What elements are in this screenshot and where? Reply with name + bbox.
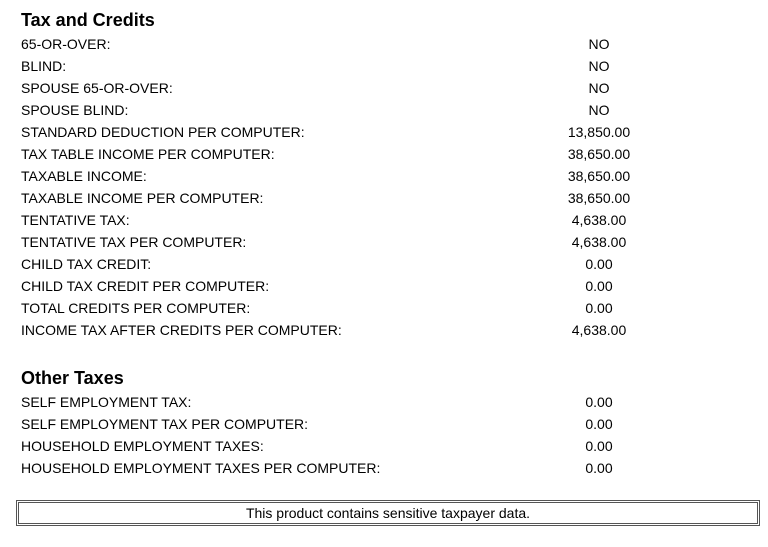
row-value: 0.00 xyxy=(585,438,613,454)
row-tentative-tax-per-computer xyxy=(21,231,761,253)
row-income-tax-after-credits-per-computer xyxy=(21,319,761,341)
row-household-employment-taxes-per-computer xyxy=(21,457,761,479)
row-label: HOUSEHOLD EMPLOYMENT TAXES: xyxy=(21,438,264,454)
row-label: HOUSEHOLD EMPLOYMENT TAXES PER COMPUTER: xyxy=(21,460,381,476)
row-label: CHILD TAX CREDIT: xyxy=(21,256,152,272)
row-value: NO xyxy=(588,36,610,52)
row-self-employment-tax-per-computer xyxy=(21,413,761,435)
other-taxes-section xyxy=(21,366,761,479)
row-label: SELF EMPLOYMENT TAX PER COMPUTER: xyxy=(21,416,309,432)
row-value: NO xyxy=(588,58,610,74)
row-value: 0.00 xyxy=(585,256,613,272)
row-value: 38,650.00 xyxy=(567,190,631,206)
row-value: 0.00 xyxy=(585,416,613,432)
row-value: 0.00 xyxy=(585,394,613,410)
row-label: TENTATIVE TAX: xyxy=(21,212,130,228)
row-value: 38,650.00 xyxy=(567,146,631,162)
row-child-tax-credit xyxy=(21,253,761,275)
row-label: CHILD TAX CREDIT PER COMPUTER: xyxy=(21,278,270,294)
row-label: BLIND: xyxy=(21,58,67,74)
row-household-employment-taxes xyxy=(21,435,761,457)
row-spouse-blind xyxy=(21,99,761,121)
row-value: NO xyxy=(588,80,610,96)
row-label: TENTATIVE TAX PER COMPUTER: xyxy=(21,234,247,250)
row-label: TAXABLE INCOME PER COMPUTER: xyxy=(21,190,264,206)
row-child-tax-credit-per-computer xyxy=(21,275,761,297)
row-value: 4,638.00 xyxy=(571,234,627,250)
row-value: NO xyxy=(588,102,610,118)
row-65-or-over xyxy=(21,33,761,55)
row-value: 0.00 xyxy=(585,300,613,316)
row-value: 4,638.00 xyxy=(571,212,627,228)
row-taxable-income xyxy=(21,165,761,187)
row-spouse-65-or-over xyxy=(21,77,761,99)
other-taxes-rows xyxy=(21,391,761,479)
row-label: TAXABLE INCOME: xyxy=(21,168,147,184)
row-tax-table-income-per-computer xyxy=(21,143,761,165)
row-taxable-income-per-computer xyxy=(21,187,761,209)
tax-and-credits-rows xyxy=(21,33,761,341)
row-tentative-tax xyxy=(21,209,761,231)
row-total-credits-per-computer xyxy=(21,297,761,319)
row-label: TAX TABLE INCOME PER COMPUTER: xyxy=(21,146,275,162)
tax-and-credits-section xyxy=(21,8,761,341)
row-value: 13,850.00 xyxy=(567,124,631,140)
row-label: 65-OR-OVER: xyxy=(21,36,111,52)
row-standard-deduction-per-computer xyxy=(21,121,761,143)
row-value: 4,638.00 xyxy=(571,322,627,338)
row-label: TOTAL CREDITS PER COMPUTER: xyxy=(21,300,251,316)
row-label: SELF EMPLOYMENT TAX: xyxy=(21,394,192,410)
section-title: Tax and Credits xyxy=(21,10,155,30)
row-label: INCOME TAX AFTER CREDITS PER COMPUTER: xyxy=(21,322,342,338)
section-title: Other Taxes xyxy=(21,368,124,388)
row-value: 38,650.00 xyxy=(567,168,631,184)
row-label: SPOUSE BLIND: xyxy=(21,102,129,118)
row-label: STANDARD DEDUCTION PER COMPUTER: xyxy=(21,124,305,140)
row-label: SPOUSE 65-OR-OVER: xyxy=(21,80,173,96)
row-blind xyxy=(21,55,761,77)
row-value: 0.00 xyxy=(585,460,613,476)
sensitive-data-notice: This product contains sensitive taxpayer data. xyxy=(16,500,760,526)
row-value: 0.00 xyxy=(585,278,613,294)
row-self-employment-tax xyxy=(21,391,761,413)
